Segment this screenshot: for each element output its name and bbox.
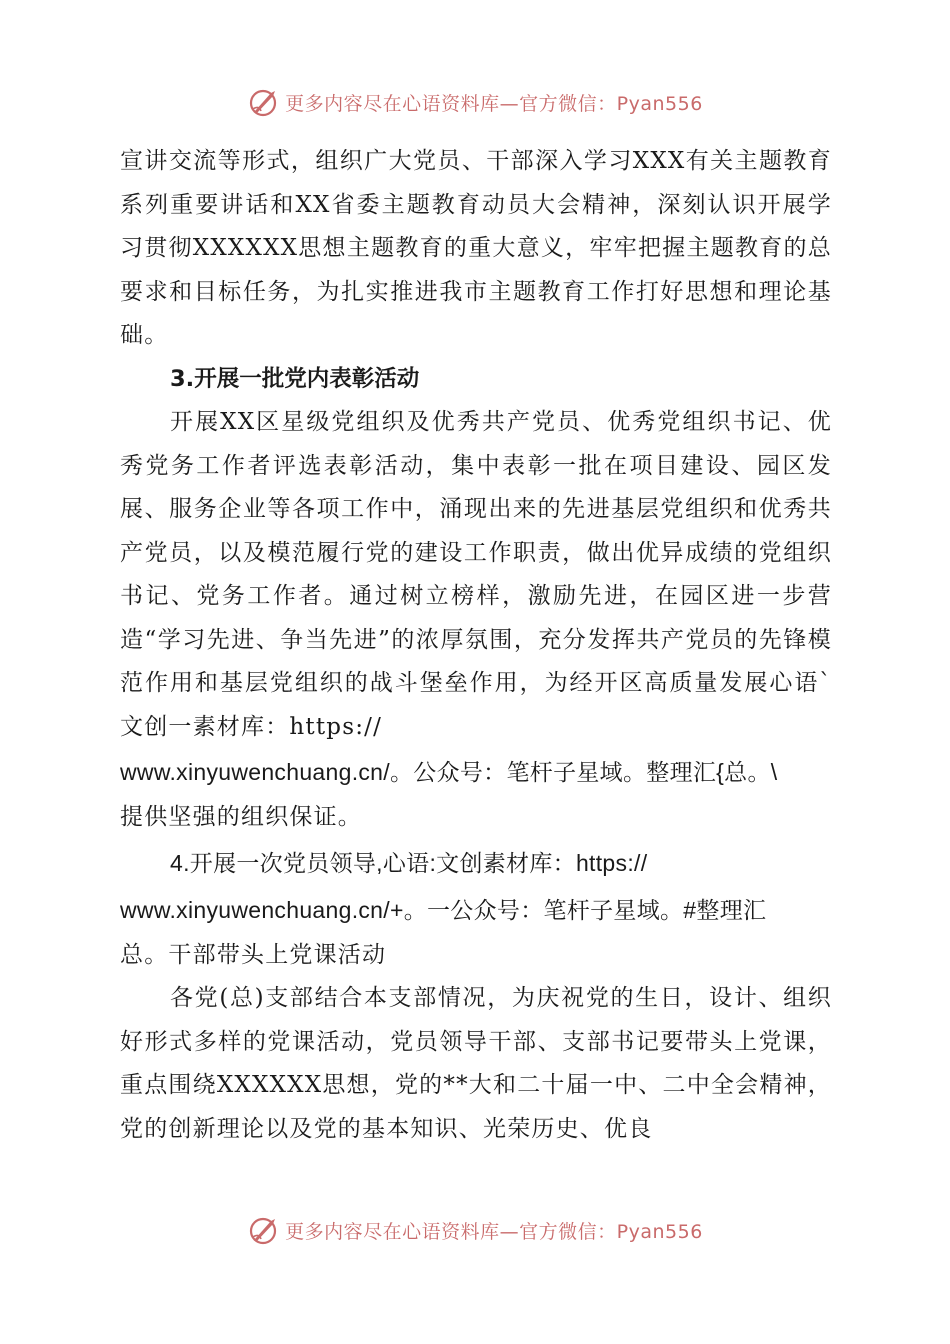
paragraph-3: 各党(总)支部结合本支部情况，为庆祝党的生日，设计、组织好形式多样的党课活动，党员领导干部、支部书记要带头上党课，重点围绕XXXXXX思想，党的**大和二十届一中、二中全会精神，党的创新理论以及党的基本知识、光荣历史、优良 — [120, 985, 832, 1142]
paragraph-2: 开展XX区星级党组织及优秀共产党员、优秀党组织书记、优秀党务工作者评选表彰活动，集中表彰一批在项目建设、园区发展、服务企业等各项工作中，涌现出来的先进基层党组织和优秀共产党员，以及模范履行党的建设工作职责，做出优异成绩的党组织书记、党务工作者。通过树立榜样，激励先进，在园区进一步营造“学习先进、争当先进”的浓厚氛围，充分发挥共产党员的先锋模范作用和基层党组织的战斗堡垒作用，为经开区高质量发展心语`文创一素材库：https:// — [120, 409, 832, 740]
pen-logo-icon — [247, 1213, 281, 1247]
heading-4-url-line — [120, 887, 832, 934]
url-text: www.xinyuwenchuang.cn/。公众号：笔杆子星域。整理汇{总。\ — [120, 759, 778, 785]
heading-4-text: 4.开展一次党员领导,心语:文创素材库：https:// — [170, 849, 648, 876]
footer-banner — [0, 1210, 950, 1250]
paragraph-2-end: 提供坚强的组织保证。 — [120, 804, 362, 830]
paragraph-2-url-line — [120, 749, 832, 796]
banner-text: 更多内容尽在心语资料库—官方微信：Pyan556 — [285, 1220, 703, 1243]
header-banner — [0, 82, 950, 122]
banner-text: 更多内容尽在心语资料库—官方微信：Pyan556 — [285, 92, 703, 115]
section-heading-4 — [120, 840, 832, 887]
pen-logo-icon — [247, 85, 281, 119]
document-body — [120, 140, 832, 1151]
heading-4-end: 总。干部带头上党课活动 — [120, 941, 387, 968]
section-heading-3: 3.开展一批党内表彰活动 — [170, 365, 420, 392]
url-text-2: www.xinyuwenchuang.cn/+。一公众号：笔杆子星域。#整理汇 — [120, 896, 767, 923]
paragraph-1: 宣讲交流等形式，组织广大党员、干部深入学习XXX有关主题教育系列重要讲话和XX省委主题教育动员大会精神，深刻认识开展学习贯彻XXXXXX思想主题教育的重大意义，牢牢把握主题教育的总要求和目标任务，为扎实推进我市主题教育工作打好思想和理论基础。 — [120, 148, 832, 348]
